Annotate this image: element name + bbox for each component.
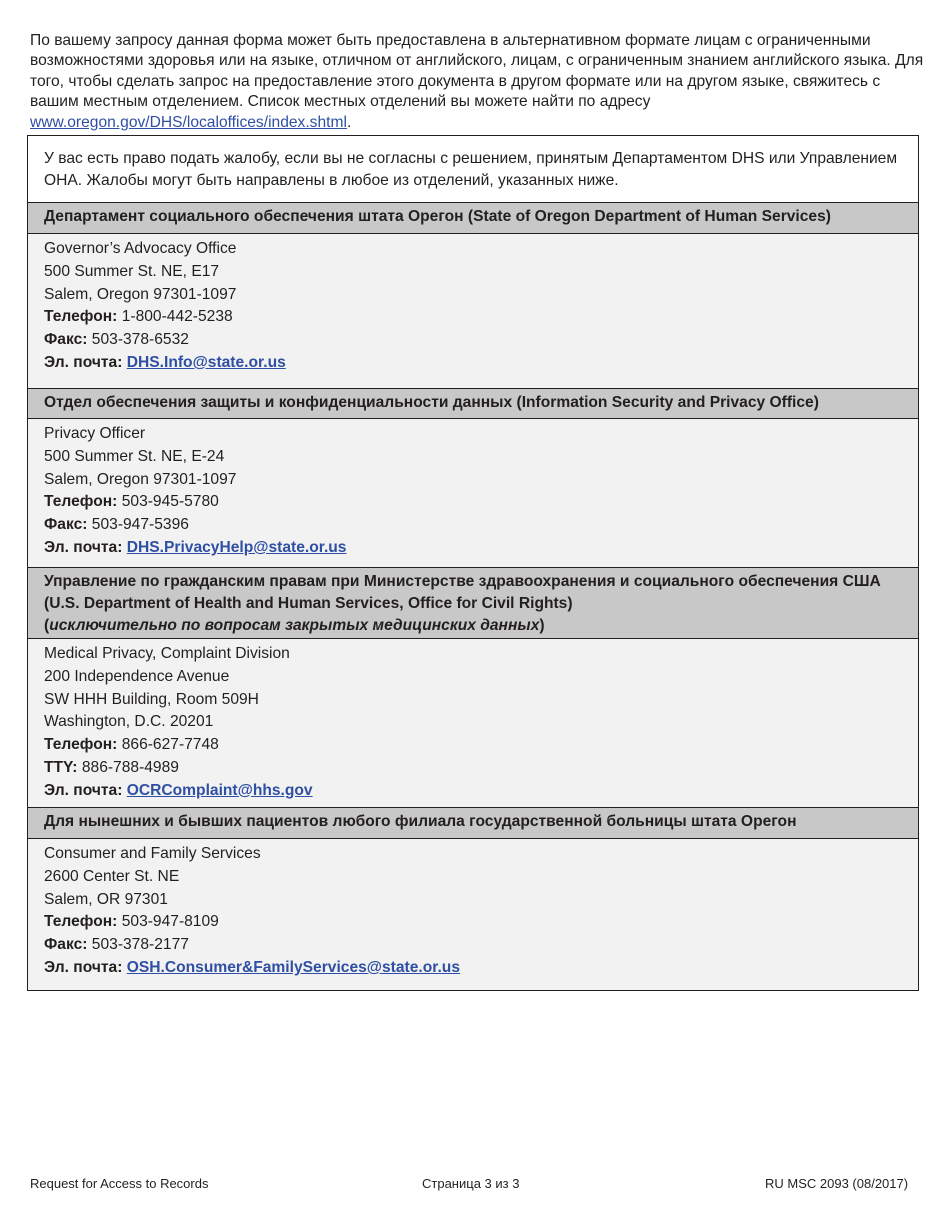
- note-open-paren: (: [44, 617, 50, 634]
- phone-value: 503-945-5780: [121, 493, 219, 511]
- phone-label: Телефон:: [44, 736, 118, 754]
- phone-line: [44, 911, 902, 934]
- address-line: Washington, D.C. 20201: [44, 713, 214, 731]
- phone-value: 1-800-442-5238: [121, 308, 233, 326]
- tty-value: 886-788-4989: [81, 758, 179, 776]
- address-line: 2600 Center St. NE: [44, 867, 180, 885]
- address-line: SW HHH Building, Room 509H: [44, 690, 259, 708]
- section-header-privacy: Отдел обеспечения защиты и конфиденциальности данных (Information Security and Privacy Office): [28, 388, 918, 419]
- phone-line: [44, 491, 902, 514]
- email-line: [44, 780, 902, 803]
- section-header-ocr-title: Управление по гражданским правам при Министерстве здравоохранения и социального обеспечения США (U.S. Department of Health and Human Services, Office for Civil Rights): [44, 573, 881, 612]
- email-link[interactable]: DHS.PrivacyHelp@state.or.us: [126, 538, 347, 556]
- fax-value: 503-947-5396: [91, 516, 189, 534]
- address-line: Medical Privacy, Complaint Division: [44, 645, 290, 662]
- fax-value: 503-378-6532: [91, 331, 189, 349]
- footer-form-title: Request for Access to Records: [30, 1176, 209, 1191]
- email-link[interactable]: OSH.Consumer&FamilyServices@state.or.us: [126, 958, 461, 976]
- fax-line: [44, 934, 902, 957]
- intro-link-suffix: .: [346, 113, 352, 131]
- email-line: [44, 352, 902, 375]
- phone-label: Телефон:: [44, 913, 118, 931]
- intro-text: По вашему запросу данная форма может быть предоставлена в альтернативном формате лицам с ограниченными возможностями здоровья или на языке, отличном от английского, лицам, с ограниченным знанием английского языка. Для того, чтобы сделать запрос на предоставление этого документа в другом формате или на другом языке, свяжитесь с вашим местным отделением. Список местных отделений вы можете найти по адресу: [30, 32, 924, 111]
- phone-value: 866-627-7748: [121, 736, 219, 754]
- phone-value: 503-947-8109: [121, 913, 219, 931]
- address-line: Privacy Officer: [44, 425, 146, 442]
- local-offices-link[interactable]: www.oregon.gov/DHS/localoffices/index.shtml: [30, 113, 347, 131]
- ocr-note: [44, 617, 545, 634]
- footer-form-code: RU MSC 2093 (08/2017): [765, 1176, 909, 1191]
- address-line: Salem, OR 97301: [44, 890, 168, 908]
- intro-paragraph: [30, 31, 930, 133]
- fax-label: Факс:: [44, 936, 88, 954]
- fax-label: Факс:: [44, 331, 88, 349]
- complaint-notice: У вас есть право подать жалобу, если вы не согласны с решением, принятым Департаментом DHS или Управлением OHA. Жалобы могут быть направлены в любое из отделений, указанных ниже.: [28, 136, 918, 202]
- section-body-ocr: [28, 639, 918, 807]
- fax-line: [44, 514, 902, 537]
- phone-line: [44, 306, 902, 329]
- fax-label: Факс:: [44, 516, 88, 534]
- section-body-dhs: [28, 234, 918, 388]
- email-label: Эл. почта:: [44, 538, 123, 556]
- address-line: 200 Independence Avenue: [44, 667, 230, 685]
- email-line: [44, 537, 902, 560]
- section-header-osh: Для нынешних и бывших пациентов любого филиала государственной больницы штата Орегон: [28, 807, 918, 839]
- tty-label: TTY:: [44, 758, 78, 776]
- address-line: Salem, Oregon 97301-1097: [44, 470, 237, 488]
- fax-value: 503-378-2177: [91, 936, 189, 954]
- address-line: Consumer and Family Services: [44, 845, 261, 862]
- email-label: Эл. почта:: [44, 353, 123, 371]
- section-body-privacy: [28, 419, 918, 567]
- ocr-note-text: исключительно по вопросам закрытых медицинских данных: [49, 617, 540, 634]
- email-line: [44, 957, 902, 980]
- section-body-osh: [28, 839, 918, 990]
- contacts-table: [27, 135, 919, 991]
- email-label: Эл. почта:: [44, 958, 123, 976]
- footer-page-number: Страница 3 из 3: [422, 1176, 520, 1191]
- email-link[interactable]: DHS.Info@state.or.us: [126, 353, 286, 371]
- address-line: Governor’s Advocacy Office: [44, 240, 237, 257]
- note-close-paren: ): [539, 617, 545, 634]
- address-line: 500 Summer St. NE, E-24: [44, 447, 225, 465]
- email-label: Эл. почта:: [44, 781, 123, 799]
- email-link[interactable]: OCRComplaint@hhs.gov: [126, 781, 313, 799]
- fax-line: [44, 329, 902, 352]
- phone-label: Телефон:: [44, 493, 118, 511]
- section-header-dhs: Департамент социального обеспечения штата Орегон (State of Oregon Department of Human Services): [28, 202, 918, 234]
- address-line: Salem, Oregon 97301-1097: [44, 285, 237, 303]
- phone-label: Телефон:: [44, 308, 118, 326]
- tty-line: [44, 757, 902, 780]
- phone-line: [44, 734, 902, 757]
- section-header-ocr: [28, 567, 918, 639]
- address-line: 500 Summer St. NE, E17: [44, 262, 220, 280]
